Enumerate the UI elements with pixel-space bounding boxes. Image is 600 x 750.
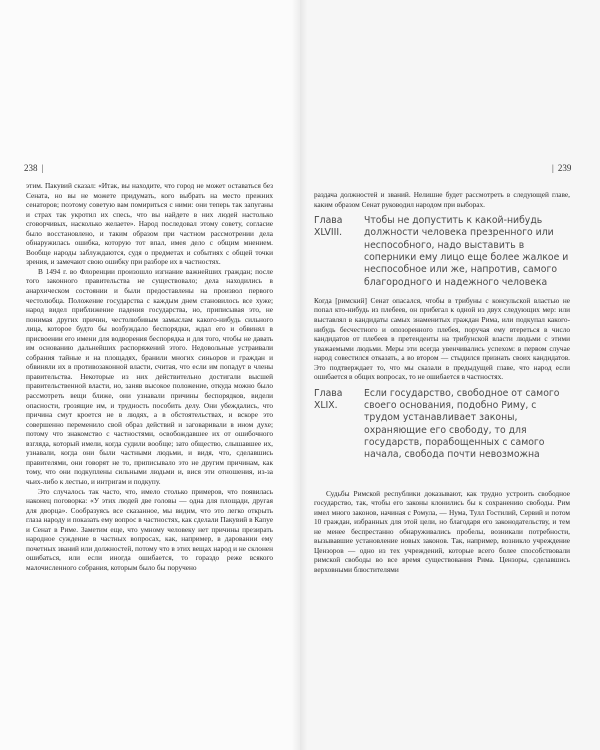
left-paragraph-3: Это случалось так часто, что, имело столько примеров, что появилась наконец поговорка: «У этих людей две головы — одна для площади, другая для дворца». Сообразуясь все сказанное, мы видим, что это легко открыть глаза народу и показать ему вопрос в частностях, как сделали Пакувий в Капуе и Сенат в Риме. Заметим еще, что умному человеку нет причины презирать народное суждение в частных вопросах, как, например, в даровании ему почетных званий или должностей, потому что в этих вещах народ и не склонен ошибаться, или если иногда ошибается, то гораздо реже всякого малочисленного собрания, которым было бы поручено [26, 486, 273, 572]
running-head-rule: | [552, 163, 554, 173]
left-paragraph-2: В 1494 г. во Флоренции произошло изгнание важнейших граждан; после того законного правительства не существовало; дела находились в анархическом состоянии и были предоставлены на произвол первого честолюбца. Положение государства с каждым днем становилось все хуже; народ видел приближение падения государства, но, приписывая это, не понимая других причин, честолюбивым замыслам какого-нибудь сильного лица, которое будто бы возбуждало беспорядки, ждал его и обвинял в присвоении его имени для водворения беспорядка и для того, чтобы не давать им основанию дальнейших распоряжений этого. Недовольные устраивали собрания тайные и на площадях, бранили многих синьоров и граждан и обвиняли их в противозаконной власти, считая, что если им попадут в члены правительства. Некоторые из них действительно достигали высшей правительственной власти, но, заняв высокое положение, откуда можно было рассмотреть вещи ближе, они узнавали причины беспорядков, видели опасности, грозящие им, и трудность пособить делу. Они убеждались, что причина смут кроется не в людях, а в обстоятельствах, и вскоре это совершенно переменило свой образ действий и заговаривали в ином духе; потому что знакомство с частностями, освобождавшее их от ошибочного взгляда, который имели, когда судили вообще; зато общество, слышавшее их, узнавали, когда они были частными людьми, и видя, что, сделавшись правителями, они говорят не то, приписывало это не другим причинам, как тому, что они подкуплены сильными людьми и, вися эти отношения, из-за чьих-либо к лестью, и интригам и подкупу. [26, 266, 273, 486]
left-paragraph-1: этим. Пакувий сказал: «Итак, вы находите, что город не может оставаться без Сената, но вы не можете придумать, кого выбрать на место прежних сенаторов; поэтому советую вам помириться с ними: они теперь так запуганы и страх так укротил их спесь, что вы найдете в них людей настолько сговорчивых, насколько желаете». Народ последовал этому совету, согласие было восстановлено, и таким образом при частном рассмотрении дела обнаружилась ошибка, которую тот впал, имея дело с общим мнением. Вообще народы заблуждаются, судя о предметах и событиях с общей точки зрения, и замечают свою ошибку при разборе их в частностях. [26, 181, 273, 267]
right-intro-paragraph: раздача должностей и званий. Нелишне будет рассмотреть в следующей главе, каким образом Сенат руководил народом при выборах. [314, 190, 570, 209]
left-page-number: 238 [24, 163, 38, 173]
chapter-48-heading [314, 215, 570, 289]
spacer [314, 469, 570, 489]
chapter-49-heading [314, 388, 570, 462]
chapter-49-title: Если государство, свободное от самого своего основания, подобно Риму, с трудом устанавливает законы, охраняющие его свободу, то для государств, порабощенных с самого начала, свобода почти невозможна [364, 387, 560, 461]
chapter-49-label: Глава XLIX. [314, 387, 343, 411]
right-text-column [314, 190, 570, 575]
running-head-rule: | [41, 163, 44, 173]
book-gutter [292, 0, 308, 750]
chapter-48-paragraph: Когда [римский] Сенат опасался, чтобы в трибуны с консульской властью не попал кто-нибудь из плебеев, он прибегал к одной из двух следующих мер: или выставлял в кандидаты самых знаменитых граждан Рима, или подкупал какого-нибудь бесчестного и опозоренного плебея, поручая ему втереться в число кандидатов от плебеев в претенденты на трибунской власти людьми с этими уважаемыми людьми. Меры эти всегда увенчивались успехом: в первом случае народ совестился отказать, а во втором — стыдился признать своих кандидатов. Это подтверждает то, что мы сказали в предыдущей главе, что народ если ошибается в общих вопросах, то не ошибается в частностях. [314, 295, 570, 382]
chapter-48-title: Чтобы не допустить к какой-нибудь должности человека презренного или неспособного, надо выставить в соперники ему лицо еще более жалкое и неспособное или же, напротив, самого благородного и надежного человека [364, 215, 569, 288]
left-running-head [24, 163, 47, 173]
right-page-number: 239 [557, 163, 572, 173]
left-text-column [26, 181, 273, 572]
chapter-49-paragraph: Судьбы Римской республики доказывают, как трудно устроить свободное государство, так, чтобы его законы клонились бы к сохранению свободы. Рим имел много законов, начиная с Ромула, — Нума, Тулл Гостилий, Сервий и потом 10 граждан, избранных для этой цели, но благодаря его законодательству, и тем не менее беспрестанно обнаруживались пробелы, возникали потребности, вызывавшие установление новых законов. Так, например, возникло учреждение Цензоров — одно из тех учреждений, которые всего более способствовали римской свободы во все время существования Рима. Цензоры, сделавшись верховными блюстителями [314, 488, 570, 574]
right-running-head [548, 163, 571, 173]
chapter-48-label: Глава XLVIII. [314, 215, 343, 239]
